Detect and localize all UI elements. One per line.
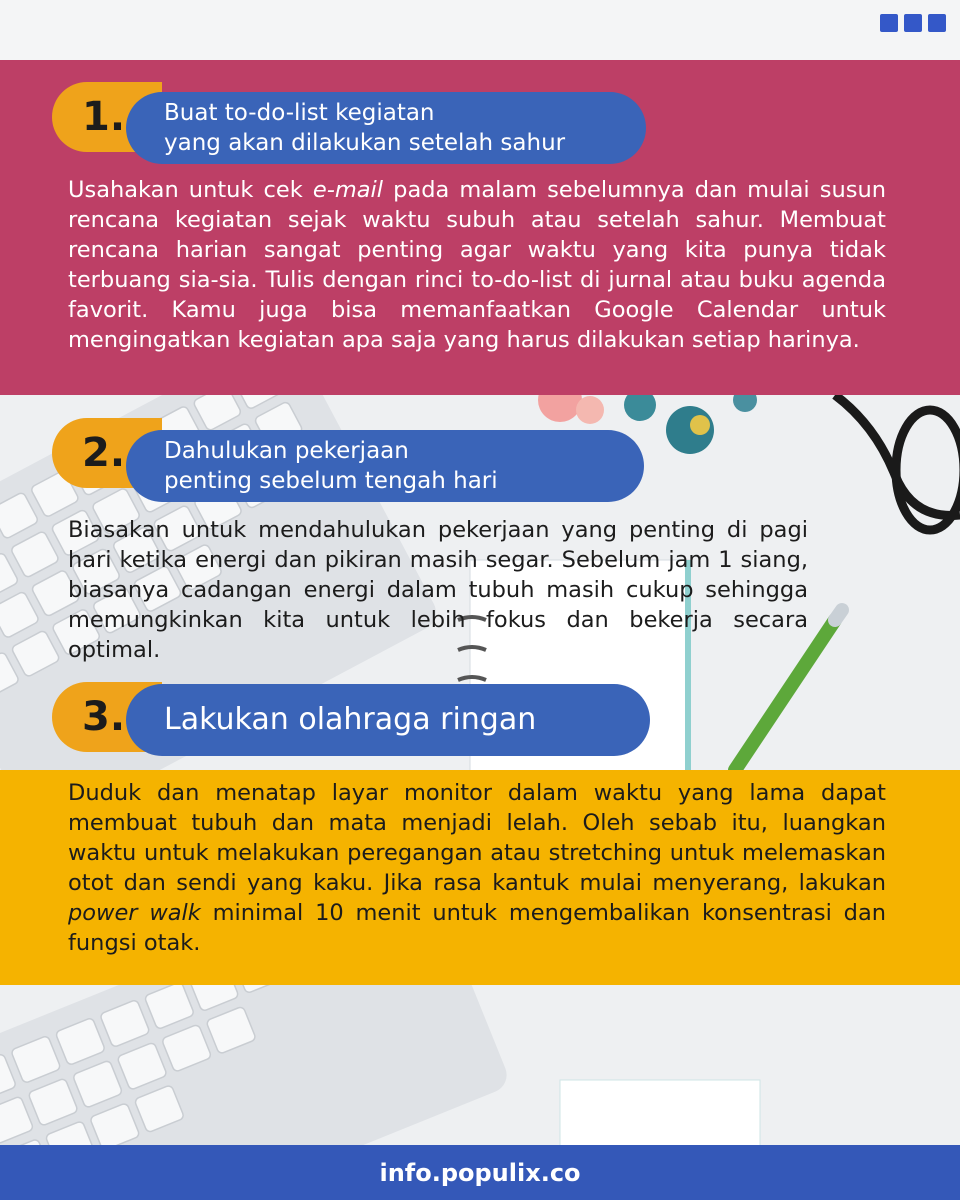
section-2-heading-line1: Dahulukan pekerjaan xyxy=(164,438,409,464)
section-2-heading xyxy=(126,430,644,502)
section-3-body-text-cont: minimal 10 menit untuk mengembalikan konsentrasi dan fungsi otak. xyxy=(68,900,887,956)
section-3-heading-text: Lakukan olahraga ringan xyxy=(164,702,537,737)
section-3-heading xyxy=(126,684,650,756)
section-1-body-text-cont: pada malam sebelumnya dan mulai susun rencana kegiatan sejak waktu subuh atau setelah sahur. Membuat rencana harian sangat penting agar waktu yang kita punya tidak terbuang sia-sia. Tulis dengan rinci to-do-list di jurnal atau buku agenda favorit. Kamu juga bisa memanfaatkan Google Calendar untuk mengingatkan kegiatan apa saja yang harus dilakukan setiap harinya. xyxy=(68,177,886,353)
section-3-body xyxy=(68,778,886,958)
menu-dots-icon xyxy=(880,14,946,32)
section-2-body xyxy=(68,515,808,665)
section-3-body-emphasis: power walk xyxy=(68,900,201,926)
section-1-number: 1. xyxy=(52,82,162,152)
section-2-body-text: Biasakan untuk mendahulukan pekerjaan yang penting di pagi hari ketika energi dan pikiran masih segar. Sebelum jam 1 siang, biasanya cadangan energi dalam tubuh masih cukup sehingga memungkinkan kita untuk lebih fokus dan bekerja secara optimal. xyxy=(68,517,808,663)
section-2-number: 2. xyxy=(52,418,162,488)
section-1-body xyxy=(68,175,886,355)
footer-bar xyxy=(0,1145,960,1200)
section-1-body-text: Usahakan untuk cek xyxy=(68,177,313,203)
section-3-number: 3. xyxy=(52,682,162,752)
section-1-heading-line2: yang akan dilakukan setelah sahur xyxy=(164,130,566,156)
section-1-heading xyxy=(126,92,646,164)
section-1-body-emphasis: e-mail xyxy=(312,177,384,203)
section-3-body-text: Duduk dan menatap layar monitor dalam waktu yang lama dapat membuat tubuh dan mata menjadi lelah. Oleh sebab itu, luangkan waktu untuk melakukan peregangan atau stretching untuk melemaskan otot dan sendi yang kaku. Jika rasa kantuk mulai menyerang, lakukan xyxy=(68,780,886,896)
section-2-heading-line2: penting sebelum tengah hari xyxy=(164,468,498,494)
footer-link[interactable]: info.populix.co xyxy=(379,1158,581,1187)
top-bar xyxy=(0,0,960,60)
section-1-heading-line1: Buat to-do-list kegiatan xyxy=(164,100,435,126)
